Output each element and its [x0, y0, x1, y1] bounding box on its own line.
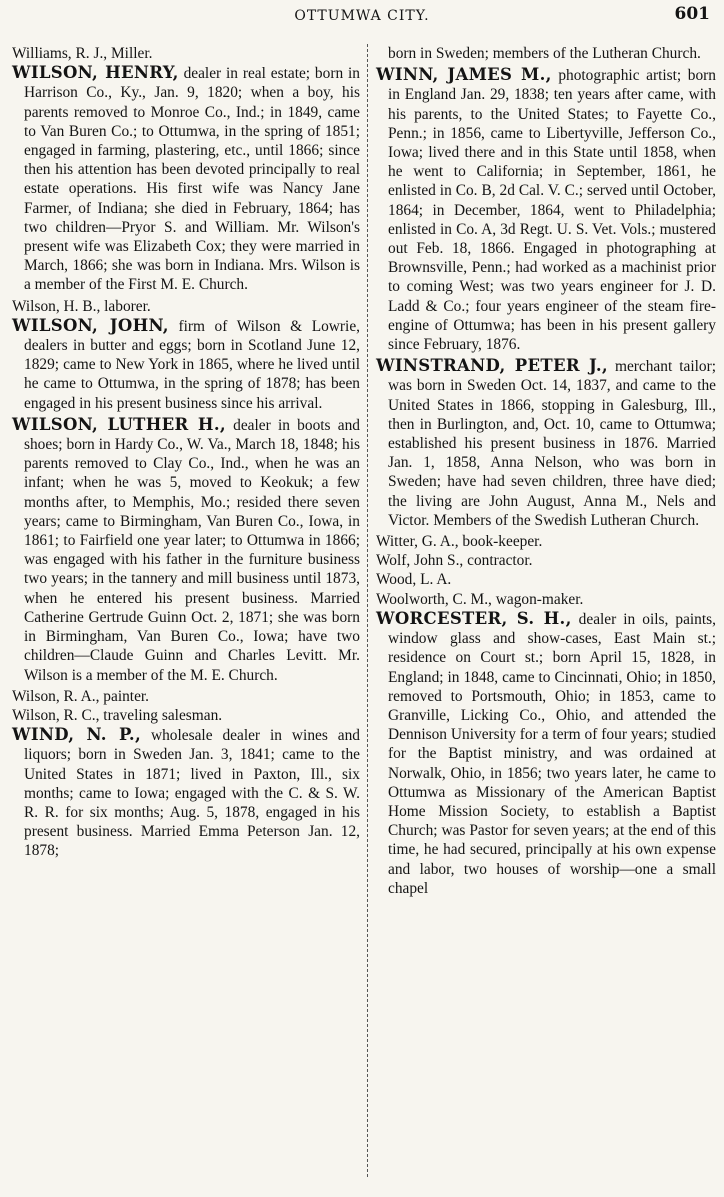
directory-listing	[12, 687, 360, 706]
biography-entry	[376, 609, 716, 898]
continued-text	[376, 44, 716, 63]
directory-listing	[376, 570, 716, 589]
directory-listing	[12, 44, 360, 63]
person-name: WINN, JAMES M.,	[376, 65, 552, 85]
biography-entry	[376, 65, 716, 354]
entry-text: dealer in real estate; born in Harrison Co., Ky., Jan. 9, 1820; when a boy, his parents removed to Monroe Co., Ind.; in 1849, came to Van Buren Co.; to Ottumwa, in the spring of 1851; engaged in farming, plastering, etc., until 1866; since then his attention has been devoted principally to real estate operations. His first wife was Nancy Jane Farmer, of Indiana; she died in February, 1864; has two children—Pryor S. and William. Mr. Wilson's present wife was Elizabeth Cox; they were married in March, 1866; she was born in Indiana. Mrs. Wilson is a member of the First M. E. Church.	[24, 65, 360, 294]
directory-listing	[376, 551, 716, 570]
biography-entry	[376, 356, 716, 530]
entry-text: Wilson, R. A., painter.	[12, 687, 150, 705]
biography-entry	[12, 415, 360, 685]
entry-text: Woolworth, C. M., wagon-maker.	[376, 590, 584, 608]
entry-text: merchant tailor; was born in Sweden Oct. 14, 1837, and came to the United States in 1866, stopping in Galesburg, Ill., then in Burlington, and, Oct. 10, came to Ottumwa; established his present business in 1876. Married Jan. 1, 1858, Anna Nelson, who was born in Sweden; have had seven children, three have died; the living are John August, Anna M., Nels and Victor. Members of the Swedish Lutheran Church.	[388, 358, 716, 529]
entry-text: born in Sweden; members of the Lutheran Church.	[388, 45, 701, 62]
right-column	[376, 44, 716, 1191]
entry-text: Witter, G. A., book-keeper.	[376, 533, 543, 551]
biography-entry	[12, 725, 360, 860]
entry-text: dealer in boots and shoes; born in Hardy Co., W. Va., March 18, 1848; his parents removed to Clay Co., Ind., when he was an infant; when he was 5, moved to Keokuk; a few months after, to Memphis, Mo.; resided there seven years; came to Birmingham, Van Buren Co., Iowa, in 1861; to Fairfield one year later; to Ottumwa in 1866; was engaged with his father in the furniture business two years; in the tannery and mill business until 1873, when he entered his present business. Married Catherine Gertrude Guinn Oct. 2, 1871; she was born in Birmingham, Van Buren Co., Iowa; have two children—Claude Guinn and Charles Levitt. Mr. Wilson is a member of the M. E. Church.	[24, 416, 360, 684]
person-name: WILSON, JOHN,	[12, 315, 169, 335]
entry-text: Wilson, R. C., traveling salesman.	[12, 706, 223, 724]
directory-listing	[376, 532, 716, 551]
page-number: 601	[674, 4, 710, 24]
person-name: WIND, N. P.,	[12, 725, 142, 745]
person-name: WORCESTER, S. H.,	[376, 608, 572, 628]
entry-text: Wolf, John S., contractor.	[376, 552, 533, 570]
biography-entry	[12, 63, 360, 294]
entry-text: Williams, R. J., Miller.	[12, 45, 153, 62]
entry-text: wholesale dealer in wines and liquors; born in Sweden Jan. 3, 1841; came to the United States in 1871; lived in Paxton, Ill., six months; came to Iowa; engaged with the C. & S. W. R. R. for six months; Aug. 5, 1878, engaged in his present business. Married Emma Peterson Jan. 12, 1878;	[24, 727, 361, 860]
biography-entry	[12, 316, 360, 413]
directory-listing	[376, 590, 716, 609]
entry-text: dealer in oils, paints, window glass and show-cases, East Main st.; residence on Court st.; born April 15, 1828, in England; in 1848, came to Cincinnati, Ohio; in 1850, removed to Portsmouth, Ohio; in 1853, came to Granville, Licking Co., Ohio, and attended the Dennison University for a term of four years; studied for the Baptist ministry, and was ordained at Norwalk, Ohio, in 1856; two years later, he came to Ottumwa as Missionary of the American Baptist Home Mission Society, to establish a Baptist Church; was Pastor for seven years; at the end of this time, he had secured, principally at his own expense and labor, two houses of worship—one a small chapel	[388, 610, 716, 897]
entry-text: photographic artist; born in England Jan. 29, 1838; ten years after came, with his parents, to the United States; to Fayette Co., Penn.; in 1856, came to Libertyville, Jefferson Co., Iowa; lived there and in this State until 1858, when he went to California; in September, 1861, he enlisted in Co. B, 2d Cal. V. C.; served until October, 1864; in December, 1864, went to Philadelphia; enlisted in Co. A, 3d Regt. U. S. Vet. Vols.; mustered out Feb. 18, 1866. Engaged in photographing at Brownsville, Penn.; had worked as a machinist prior to coming West; was two years engineer for J. D. Ladd & Co.; four years engineer of the steam fire-engine of Ottumwa; has been in his present gallery since February, 1876.	[388, 67, 716, 354]
left-column	[12, 44, 360, 1191]
entry-text: Wood, L. A.	[376, 571, 452, 589]
person-name: WILSON, HENRY,	[12, 63, 179, 83]
directory-listing	[12, 297, 360, 316]
person-name: WINSTRAND, PETER J.,	[376, 356, 608, 376]
directory-listing	[12, 706, 360, 725]
entry-text: firm of Wilson & Lowrie, dealers in butter and eggs; born in Scotland June 12, 1829; came to New York in 1865, where he lived until he came to Ottumwa, in the spring of 1878; has been engaged in his present business since his arrival.	[24, 317, 360, 412]
column-divider	[367, 44, 368, 1177]
running-title: OTTUMWA CITY.	[294, 8, 430, 24]
page-header	[0, 0, 724, 40]
person-name: WILSON, LUTHER H.,	[12, 414, 226, 434]
entry-text: Wilson, H. B., laborer.	[12, 297, 151, 315]
